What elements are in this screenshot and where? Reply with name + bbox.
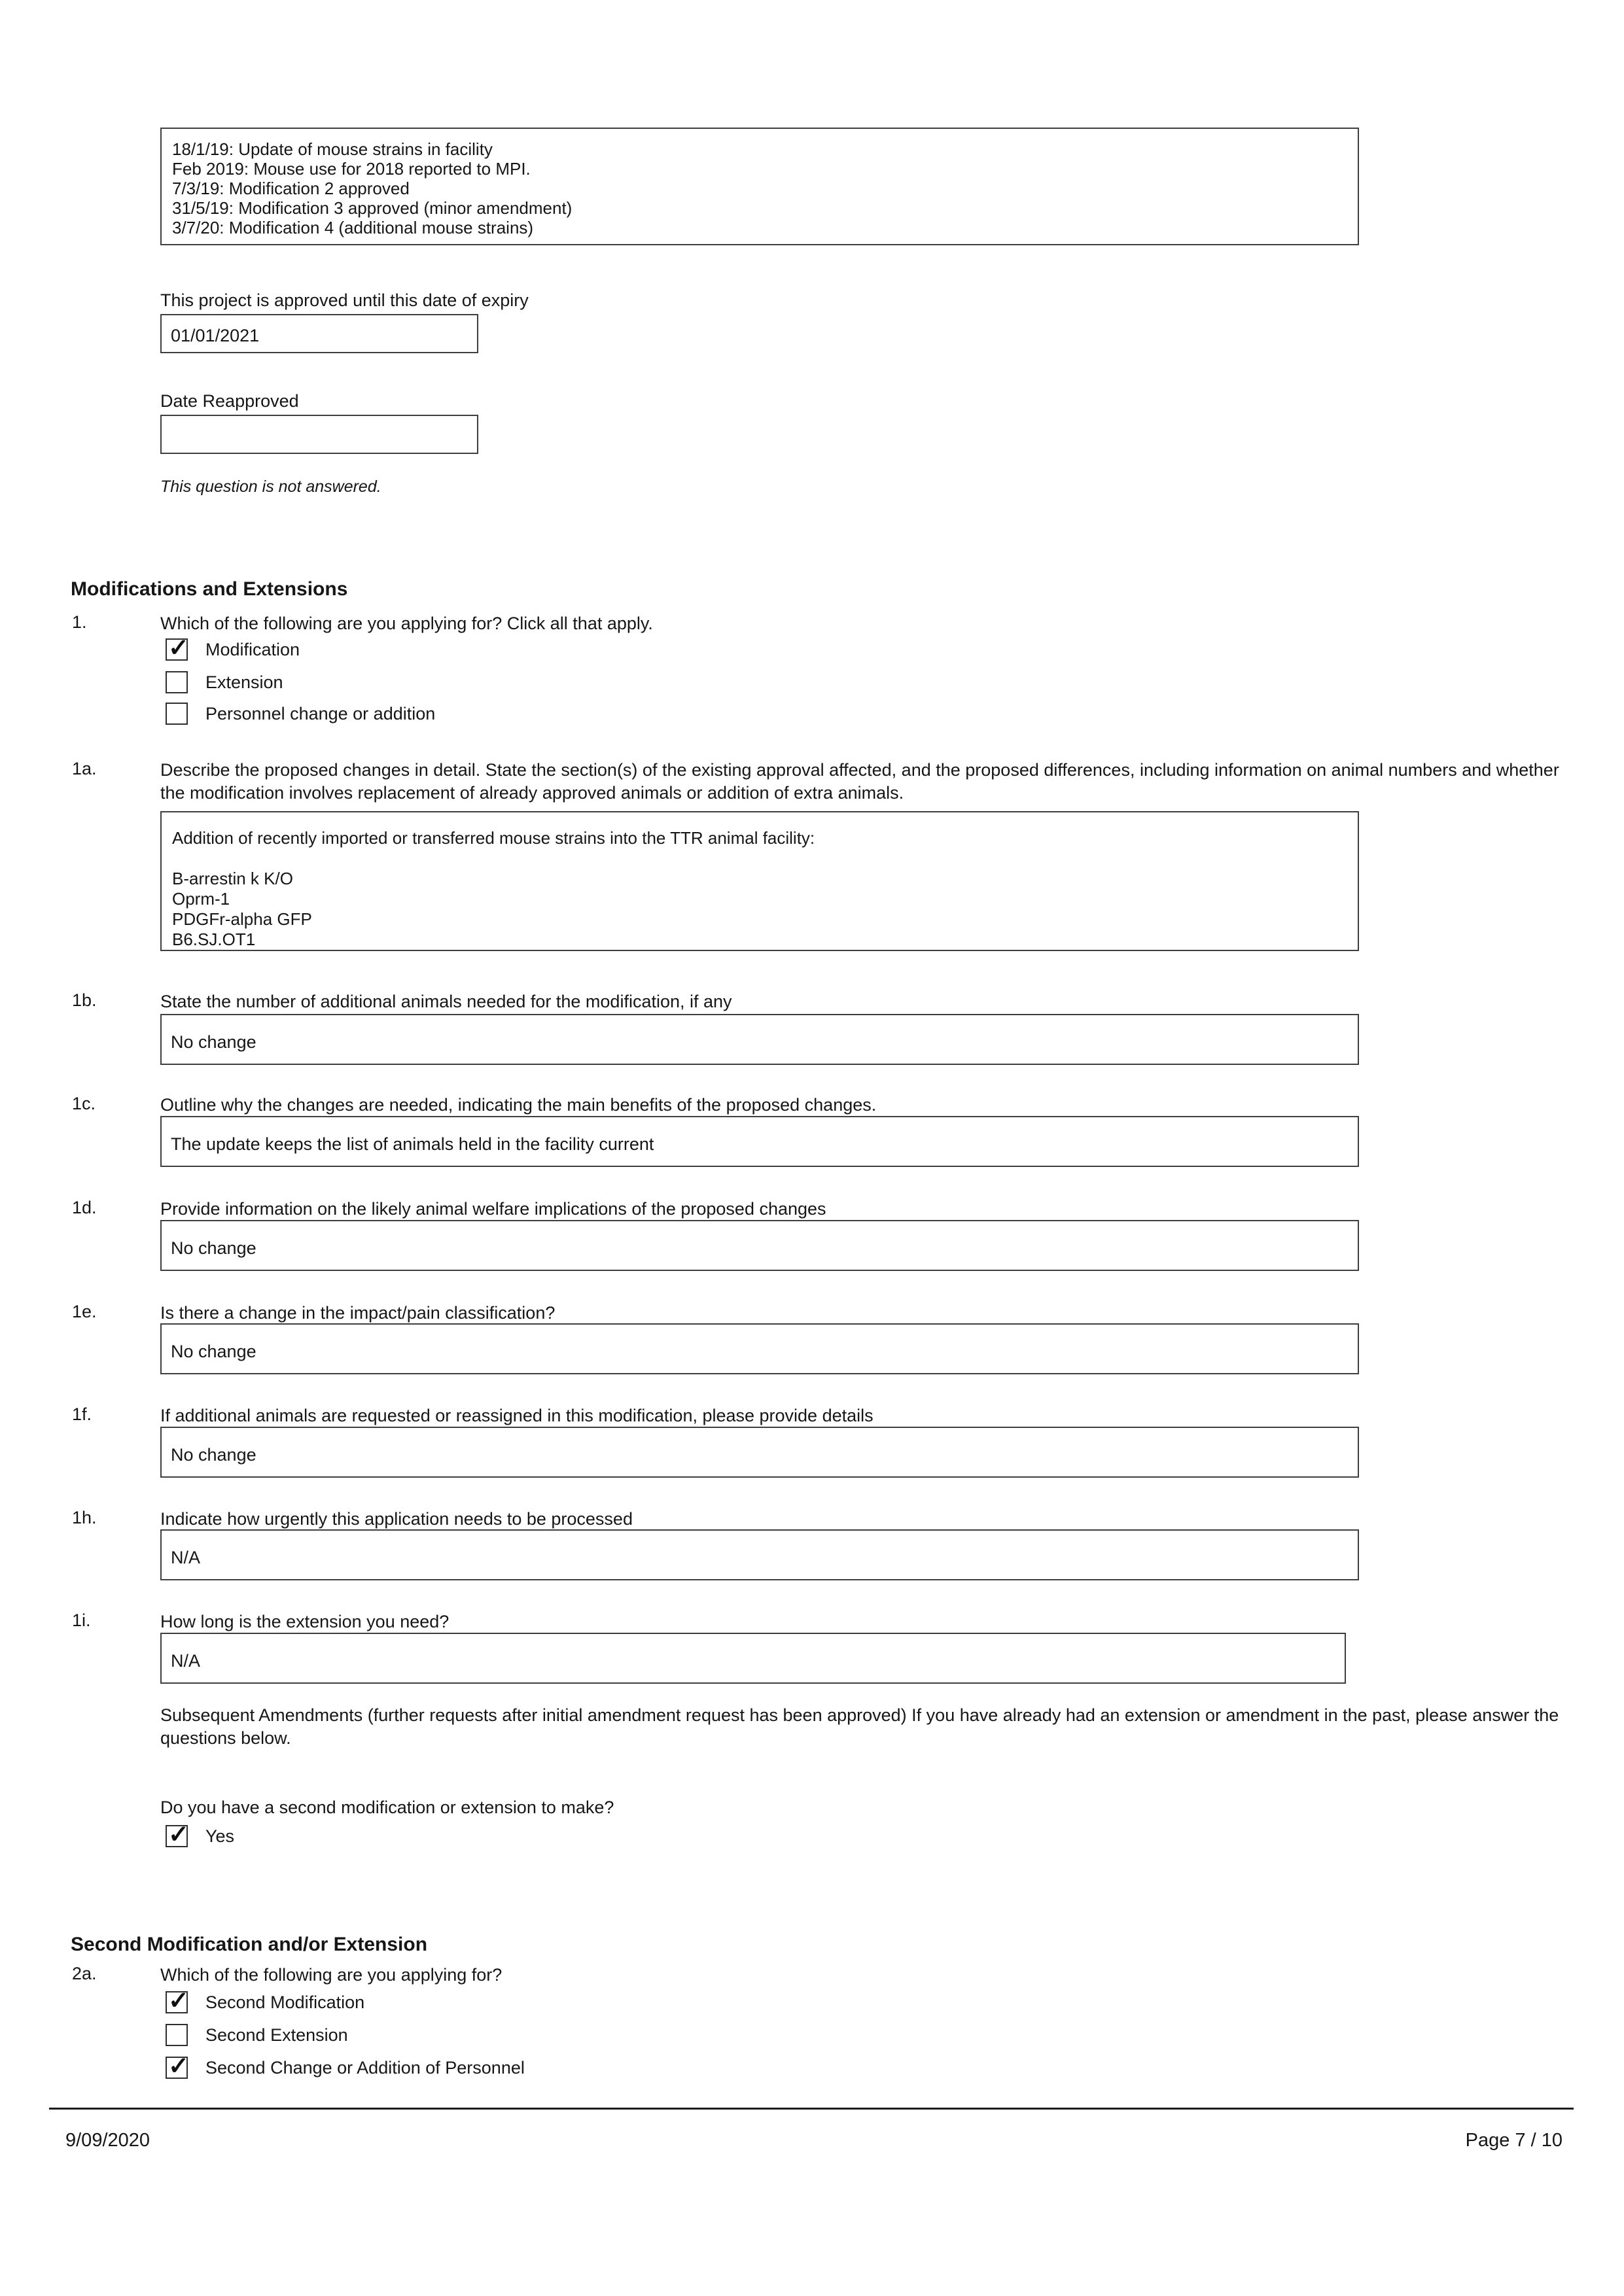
question-text: Provide information on the likely animal welfare implications of the proposed changes bbox=[160, 1199, 826, 1219]
question-number: 1a. bbox=[72, 759, 97, 778]
reapproved-label: Date Reapproved bbox=[160, 391, 299, 411]
option-second-extension[interactable] bbox=[166, 2024, 348, 2046]
expiry-label: This project is approved until this date of expiry bbox=[160, 290, 529, 310]
option-second-personnel-change[interactable] bbox=[166, 2057, 525, 2079]
question-number: 1d. bbox=[72, 1198, 97, 1217]
question-text: Which of the following are you applying for? bbox=[160, 1965, 503, 1985]
unanswered-note: This question is not answered. bbox=[160, 478, 381, 496]
checkbox-label: Modification bbox=[205, 639, 300, 659]
option-modification[interactable] bbox=[166, 638, 300, 661]
question-number: 1c. bbox=[72, 1094, 96, 1113]
answer-text: No change bbox=[171, 1032, 256, 1052]
answer-line: B-arrestin k K/O bbox=[172, 869, 293, 888]
option-extension[interactable] bbox=[166, 671, 283, 693]
answer-text: N/A bbox=[171, 1548, 201, 1567]
history-line: 31/5/19: Modification 3 approved (minor amendment) bbox=[172, 198, 573, 218]
answer-line: B6.SJ.OT1 bbox=[172, 930, 256, 949]
footer-divider bbox=[49, 2108, 1574, 2110]
answer-box-1c[interactable] bbox=[160, 1116, 1359, 1167]
extension-checkbox[interactable] bbox=[166, 671, 188, 693]
answer-text: No change bbox=[171, 1445, 256, 1465]
modification-checkbox[interactable] bbox=[166, 638, 188, 661]
answer-text: The update keeps the list of animals held in the facility current bbox=[171, 1134, 654, 1154]
footer-date: 9/09/2020 bbox=[65, 2130, 150, 2151]
question-text: How long is the extension you need? bbox=[160, 1612, 450, 1631]
answer-line: Oprm-1 bbox=[172, 889, 230, 909]
question-text: If additional animals are requested or reassigned in this modification, please provide details bbox=[160, 1406, 874, 1425]
page-number: Page 7 / 10 bbox=[1465, 2130, 1562, 2151]
question-number: 1h. bbox=[72, 1508, 97, 1527]
second-modification-question: Do you have a second modification or extension to make? bbox=[160, 1798, 614, 1817]
answer-line: PDGFr-alpha GFP bbox=[172, 909, 312, 929]
question-text: Outline why the changes are needed, indicating the main benefits of the proposed changes. bbox=[160, 1095, 877, 1115]
question-number: 2a. bbox=[72, 1964, 97, 1983]
answer-box-1e[interactable] bbox=[160, 1323, 1359, 1374]
checkbox-label: Second Extension bbox=[205, 2025, 348, 2045]
checkbox-label: Extension bbox=[205, 672, 283, 692]
second-personnel-change-checkbox[interactable] bbox=[166, 2057, 188, 2079]
checkbox-label: Yes bbox=[205, 1826, 235, 1846]
personnel-change-checkbox[interactable] bbox=[166, 703, 188, 725]
question-text: Indicate how urgently this application needs to be processed bbox=[160, 1509, 633, 1529]
approval-history-box[interactable] bbox=[160, 128, 1359, 245]
expiry-date-value: 01/01/2021 bbox=[171, 326, 260, 345]
answer-box-1f[interactable] bbox=[160, 1427, 1359, 1478]
question-text: Describe the proposed changes in detail. State the section(s) of the existing approval affected, and the proposed differences, including information on animal numbers and whether the modification involves replacement of already approved animals or addition of extra animals. bbox=[160, 760, 1559, 803]
checkbox-label: Second Change or Addition of Personnel bbox=[205, 2057, 525, 2078]
question-text: State the number of additional animals needed for the modification, if any bbox=[160, 992, 732, 1011]
reapproved-date-input[interactable] bbox=[160, 415, 478, 454]
history-line: 7/3/19: Modification 2 approved bbox=[172, 179, 410, 198]
section-heading-modifications: Modifications and Extensions bbox=[71, 578, 348, 600]
question-number: 1i. bbox=[72, 1610, 91, 1630]
option-personnel-change[interactable] bbox=[166, 703, 435, 725]
reapproved-date-value bbox=[162, 416, 477, 426]
history-line: Feb 2019: Mouse use for 2018 reported to MPI. bbox=[172, 159, 531, 179]
second-extension-checkbox[interactable] bbox=[166, 2024, 188, 2046]
answer-text: No change bbox=[171, 1342, 256, 1361]
answer-line: Addition of recently imported or transferred mouse strains into the TTR animal facility: bbox=[172, 828, 815, 848]
second-modification-checkbox[interactable] bbox=[166, 1991, 188, 2013]
yes-checkbox[interactable] bbox=[166, 1825, 188, 1847]
answer-text: N/A bbox=[171, 1651, 201, 1671]
answer-box-1d[interactable] bbox=[160, 1220, 1359, 1271]
checkbox-label: Second Modification bbox=[205, 1992, 365, 2012]
question-text: Is there a change in the impact/pain classification? bbox=[160, 1303, 556, 1323]
subsequent-amendments-note: Subsequent Amendments (further requests after initial amendment request has been approved) If you have already had an extension or amendment in the past, please answer the questions below. bbox=[160, 1705, 1559, 1748]
option-second-modification[interactable] bbox=[166, 1991, 364, 2013]
answer-box-1i[interactable] bbox=[160, 1633, 1346, 1684]
expiry-date-input[interactable] bbox=[160, 314, 478, 353]
question-text: Which of the following are you applying for? Click all that apply. bbox=[160, 614, 653, 633]
question-number: 1e. bbox=[72, 1302, 97, 1321]
option-yes[interactable] bbox=[166, 1825, 234, 1847]
checkbox-label: Personnel change or addition bbox=[205, 703, 436, 723]
section-heading-second-modification: Second Modification and/or Extension bbox=[71, 1934, 428, 1955]
question-number: 1. bbox=[72, 612, 87, 632]
answer-line bbox=[172, 848, 1358, 869]
history-line: 3/7/20: Modification 4 (additional mouse strains) bbox=[172, 218, 534, 237]
question-number: 1f. bbox=[72, 1404, 92, 1424]
answer-box-1a[interactable] bbox=[160, 811, 1359, 951]
answer-text: No change bbox=[171, 1238, 256, 1258]
answer-box-1b[interactable] bbox=[160, 1014, 1359, 1065]
question-number: 1b. bbox=[72, 990, 97, 1010]
history-line: 18/1/19: Update of mouse strains in facility bbox=[172, 139, 493, 159]
answer-box-1h[interactable] bbox=[160, 1529, 1359, 1580]
